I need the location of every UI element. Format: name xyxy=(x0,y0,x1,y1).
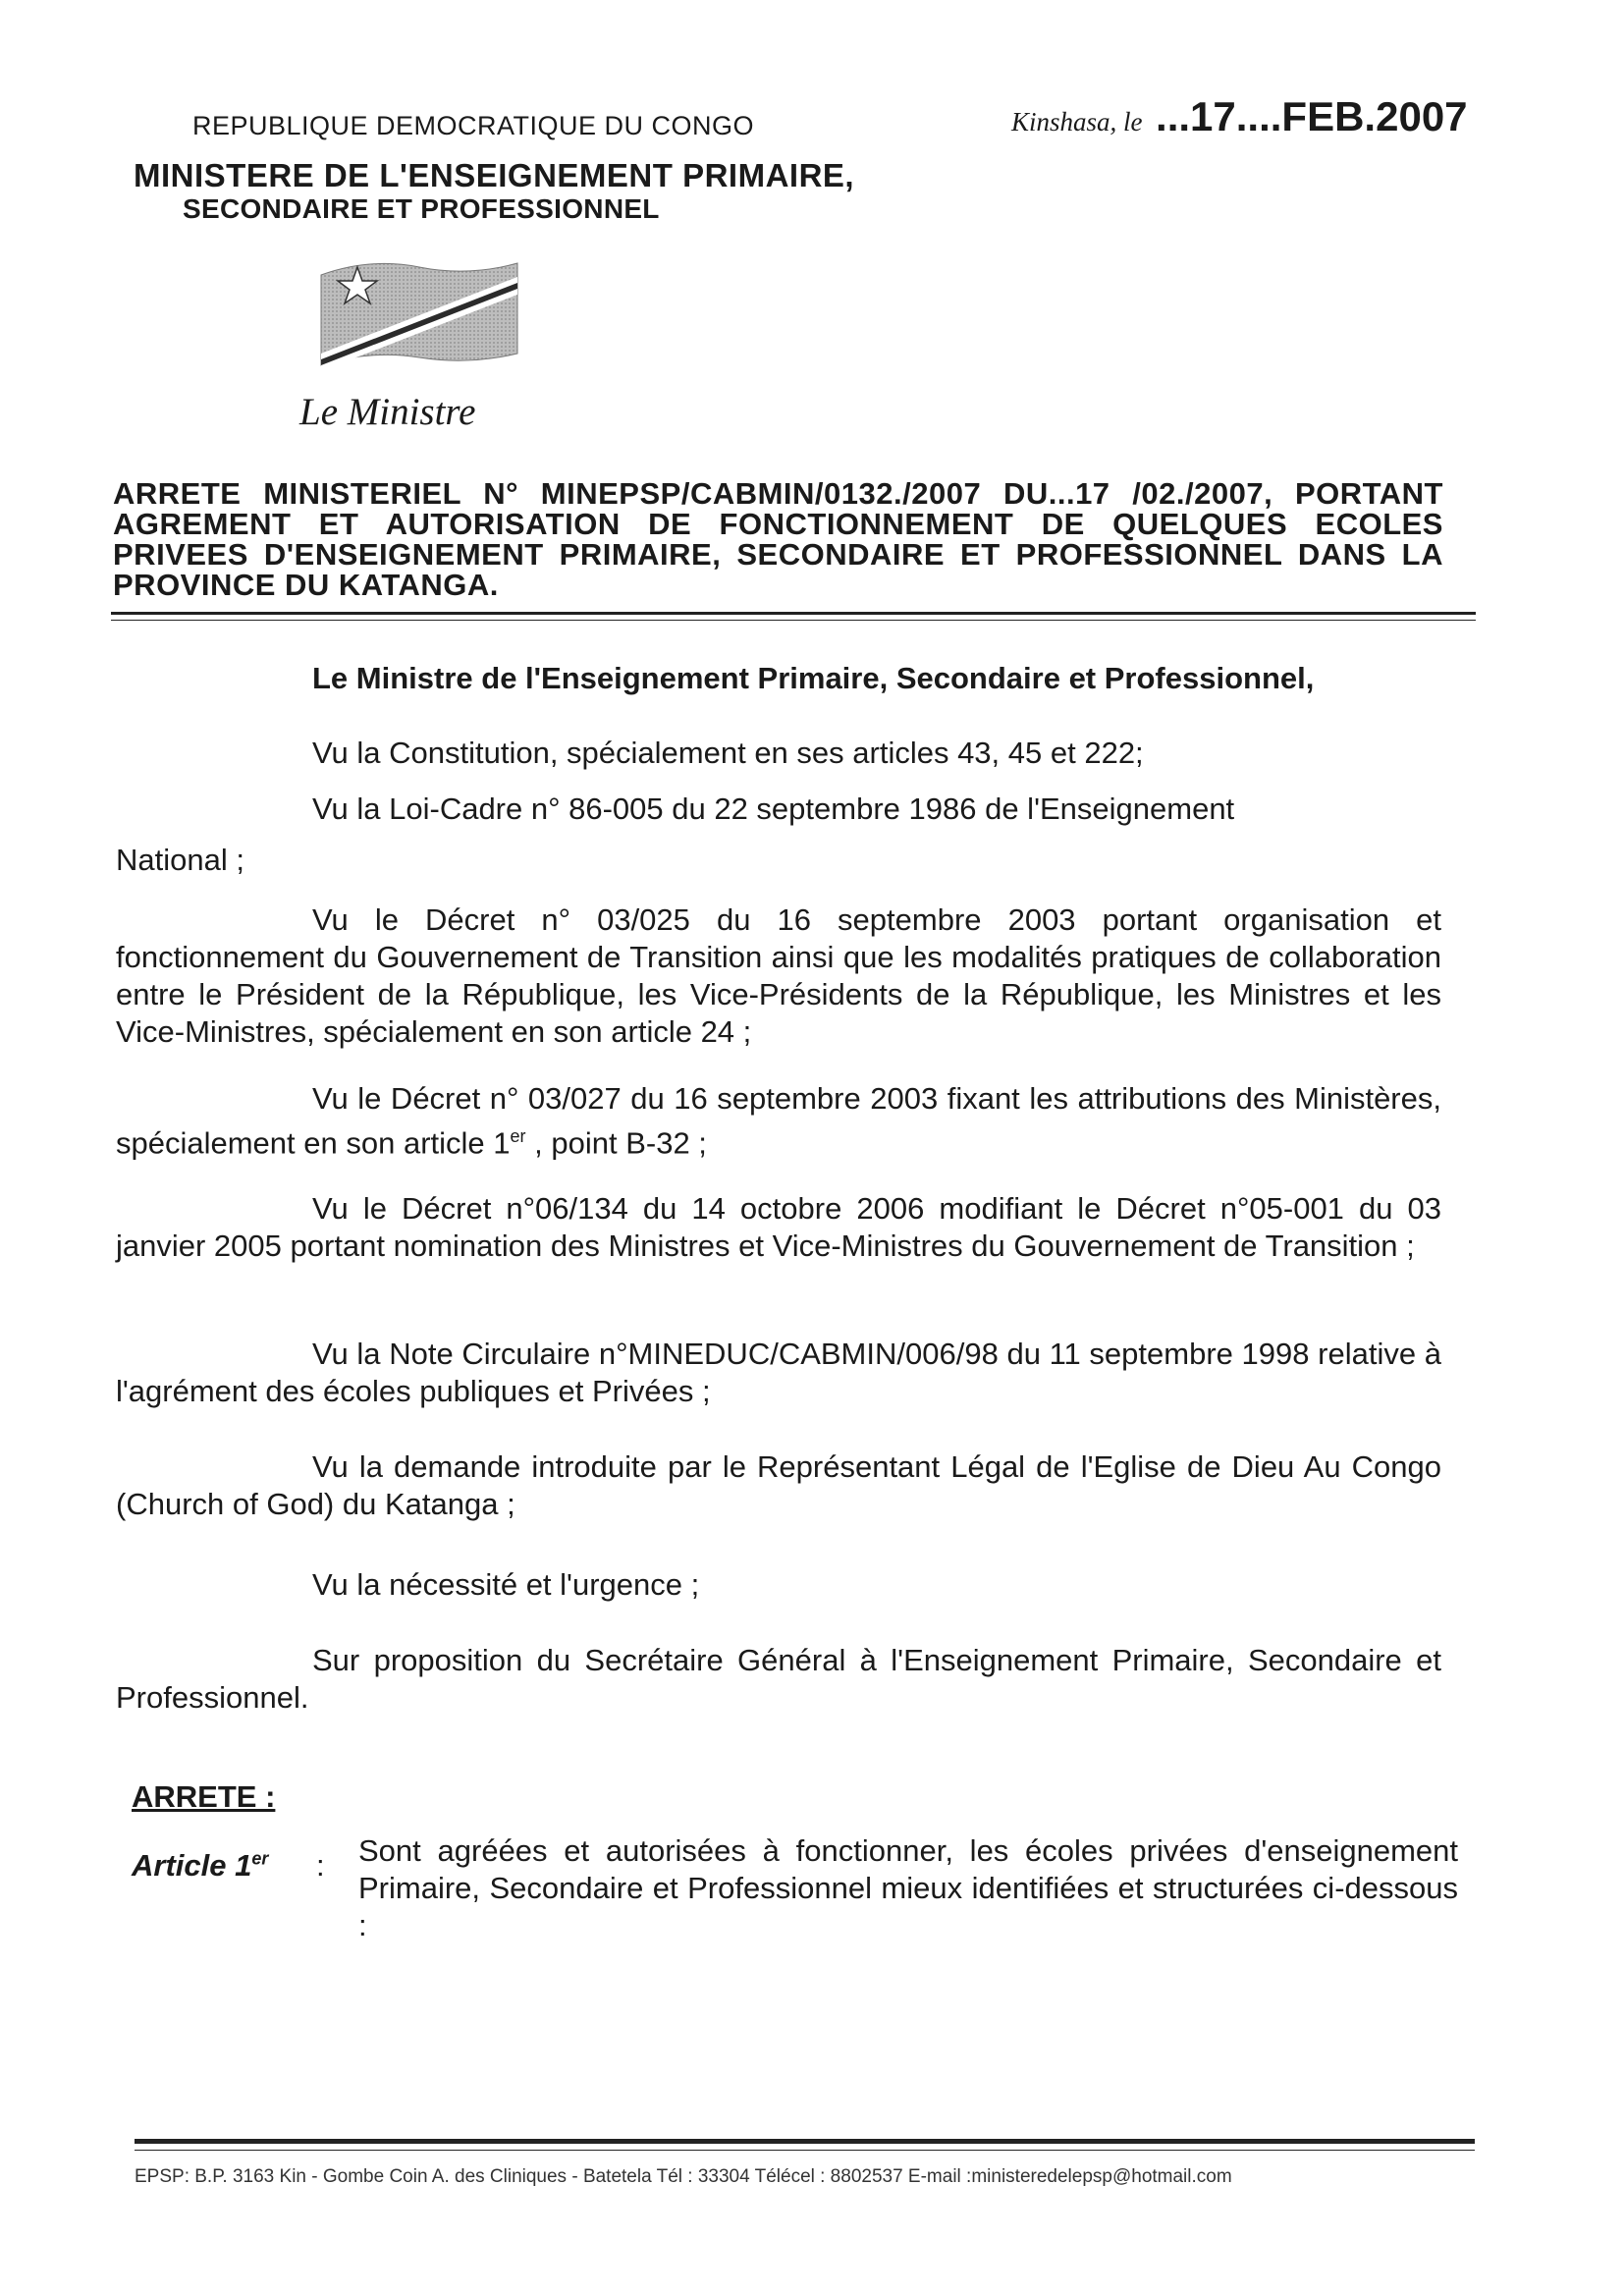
article-1-text: Sont agréées et autorisées à fonctionner, les écoles privées d'enseignement Primaire, Secondaire et Professionnel mieux identifiées et structurées ci-dessous : xyxy=(358,1833,1458,1942)
title-divider-thin xyxy=(111,620,1476,621)
vu-note-circulaire: Vu la Note Circulaire n°MINEDUC/CABMIN/006/98 du 11 septembre 1998 relative à l'agrément des écoles publiques et Privées ; xyxy=(116,1337,1441,1408)
date-value: ...17....FEB.2007 xyxy=(1156,93,1468,139)
article-label-text: Article 1 xyxy=(132,1848,252,1883)
vu-necessite: Vu la nécessité et l'urgence ; xyxy=(312,1567,700,1602)
vu-loi-cadre-line2: National ; xyxy=(116,843,244,877)
date-label: Kinshasa, le xyxy=(1011,107,1143,137)
country-name: REPUBLIQUE DEMOCRATIQUE DU CONGO xyxy=(192,111,755,140)
vu-decret-03-027-text: Vu le Décret n° 03/027 du 16 septembre 2003 fixant les attributions des Ministères, spécialement en son article 1 xyxy=(116,1081,1441,1161)
ministry-name-line2: SECONDAIRE ET PROFESSIONNEL xyxy=(183,193,660,224)
ministry-name-line1: MINISTERE DE L'ENSEIGNEMENT PRIMAIRE, xyxy=(134,157,855,193)
place-date xyxy=(1011,93,1468,140)
vu-decret-03-027 xyxy=(116,1080,1441,1162)
footer-divider xyxy=(135,2139,1475,2144)
minister-line: Le Ministre de l'Enseignement Primaire, Secondaire et Professionnel, xyxy=(312,661,1315,695)
drc-flag-icon xyxy=(316,255,522,373)
vu-decret-06-134: Vu le Décret n°06/134 du 14 octobre 2006 modifiant le Décret n°05-001 du 03 janvier 2005 portant nomination des Ministres et Vice-Ministres du Gouvernement de Transition ; xyxy=(116,1191,1441,1263)
sur-proposition: Sur proposition du Secrétaire Général à l'Enseignement Primaire, Secondaire et Professionnel. xyxy=(116,1643,1441,1715)
article-1-label xyxy=(132,1848,268,1884)
superscript: er xyxy=(510,1126,526,1146)
vu-loi-cadre-line1: Vu la Loi-Cadre n° 86-005 du 22 septembre 1986 de l'Enseignement xyxy=(312,792,1235,826)
vu-constitution: Vu la Constitution, spécialement en ses articles 43, 45 et 222; xyxy=(312,736,1144,770)
vu-decret-03-027-point: , point B-32 ; xyxy=(525,1125,707,1161)
vu-decret-03-025: Vu le Décret n° 03/025 du 16 septembre 2003 portant organisation et fonctionnement du Gouvernement de Transition ainsi que les modalités pratiques de collaboration entre le Président de la République, les Vice-Présidents de la République, les Ministres et les Vice-Ministres, spécialement en son article 24 ; xyxy=(116,902,1441,1049)
article-1-colon: : xyxy=(316,1848,325,1883)
signatory-title: Le Ministre xyxy=(299,391,476,433)
arrete-heading: ARRETE : xyxy=(132,1779,276,1814)
footer-divider-thin xyxy=(135,2150,1475,2151)
vu-demande: Vu la demande introduite par le Représentant Légal de l'Eglise de Dieu Au Congo (Church of God) du Katanga ; xyxy=(116,1449,1441,1521)
footer-address: EPSP: B.P. 3163 Kin - Gombe Coin A. des Cliniques - Batetela Tél : 33304 Télécel : 8802537 E-mail :ministeredelepsp@hotmail.com xyxy=(135,2166,1232,2187)
decree-title: ARRETE MINISTERIEL N° MINEPSP/CABMIN/0132./2007 DU...17 /02./2007, PORTANT AGREMENT ET AUTORISATION DE FONCTIONNEMENT DE QUELQUES ECOLES PRIVEES D'ENSEIGNEMENT PRIMAIRE, SECONDAIRE ET PROFESSIONNEL DANS LA PROVINCE DU KATANGA. xyxy=(113,476,1443,602)
article-label-sup: er xyxy=(251,1848,269,1869)
title-divider xyxy=(111,612,1476,615)
